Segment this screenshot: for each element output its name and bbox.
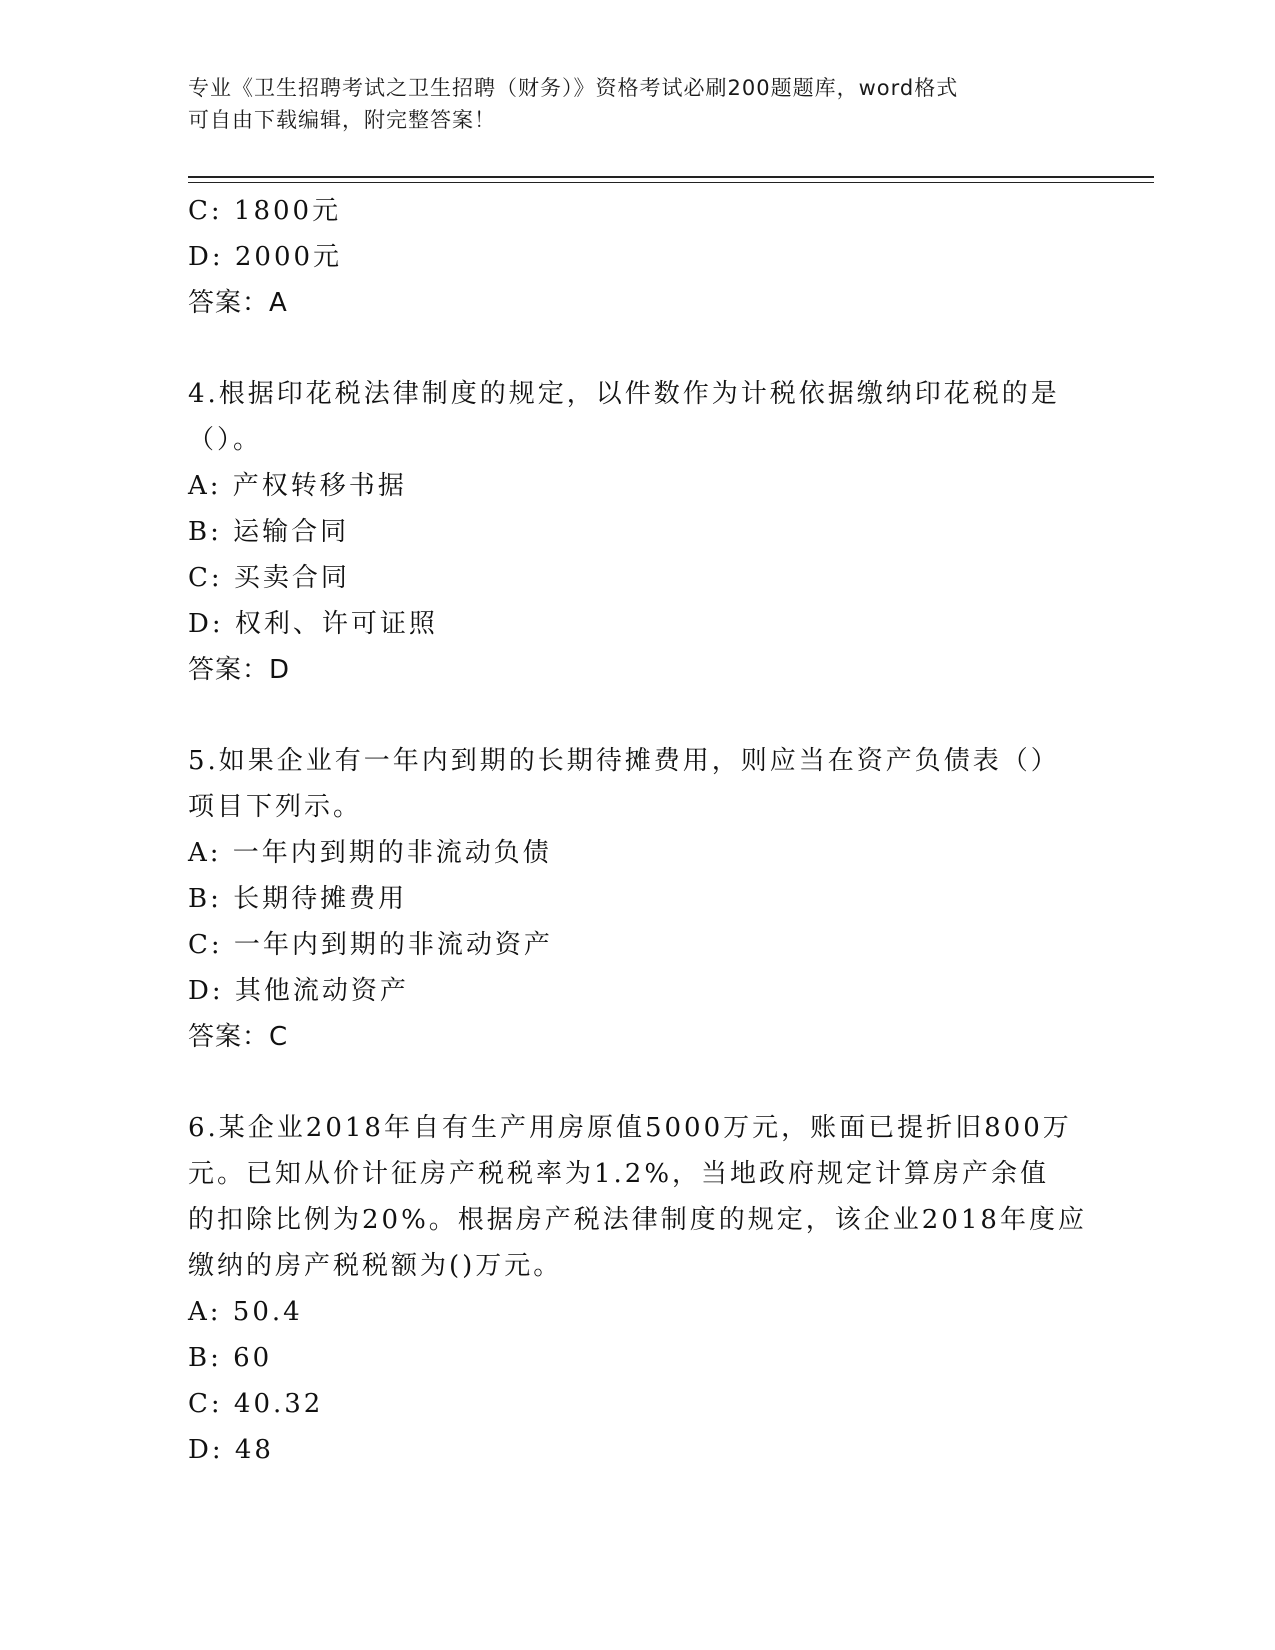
question-stem: 4.根据印花税法律制度的规定，以件数作为计税依据缴纳印花税的是 <box>188 379 1060 409</box>
option-b: B: 长期待摊费用 <box>188 884 408 914</box>
option-c: C: 1800元 <box>188 196 342 226</box>
option-b: B: 60 <box>188 1343 273 1373</box>
question-stem: 缴纳的房产税税额为()万元。 <box>188 1251 563 1281</box>
spacer <box>188 1060 1088 1105</box>
question-4 <box>188 371 1088 693</box>
header-line-2: 可自由下载编辑，附完整答案！ <box>188 108 496 132</box>
header-divider-thick <box>188 176 1154 178</box>
option-d: D: 2000元 <box>188 242 343 272</box>
question-stem: 的扣除比例为20%。根据房产税法律制度的规定，该企业2018年度应 <box>188 1205 1087 1235</box>
question-stem: 6.某企业2018年自有生产用房原值5000万元，账面已提折旧800万 <box>188 1113 1072 1143</box>
question-stem: 5.如果企业有一年内到期的长期待摊费用，则应当在资产负债表（） <box>188 746 1060 776</box>
option-c: C: 买卖合同 <box>188 563 350 593</box>
option-a: A: 产权转移书据 <box>188 471 407 501</box>
option-b: B: 运输合同 <box>188 517 350 547</box>
question-stem: （）。 <box>188 425 263 455</box>
option-d: D: 其他流动资产 <box>188 976 409 1006</box>
header-line-1: 专业《卫生招聘考试之卫生招聘（财务）》资格考试必刷200题题库，word格式 <box>188 76 959 100</box>
option-d: D: 权利、许可证照 <box>188 609 438 639</box>
spacer <box>188 693 1088 738</box>
option-d: D: 48 <box>188 1435 274 1465</box>
question-stem: 元。已知从价计征房产税税率为1.2%，当地政府规定计算房产余值 <box>188 1159 1050 1189</box>
header-divider-thin <box>188 182 1154 183</box>
answer-line: 答案：D <box>188 655 291 685</box>
option-a: A: 一年内到期的非流动负债 <box>188 838 552 868</box>
option-a: A: 50.4 <box>188 1297 303 1327</box>
spacer <box>188 326 1088 371</box>
document-header <box>188 72 1068 136</box>
question-6 <box>188 1105 1088 1473</box>
answer-line: 答案：A <box>188 288 288 318</box>
option-c: C: 40.32 <box>188 1389 324 1419</box>
question-3-tail <box>188 188 1088 326</box>
option-c: C: 一年内到期的非流动资产 <box>188 930 553 960</box>
question-5 <box>188 738 1088 1060</box>
answer-line: 答案：C <box>188 1022 289 1052</box>
question-stem: 项目下列示。 <box>188 792 363 822</box>
document-body <box>188 188 1088 1473</box>
